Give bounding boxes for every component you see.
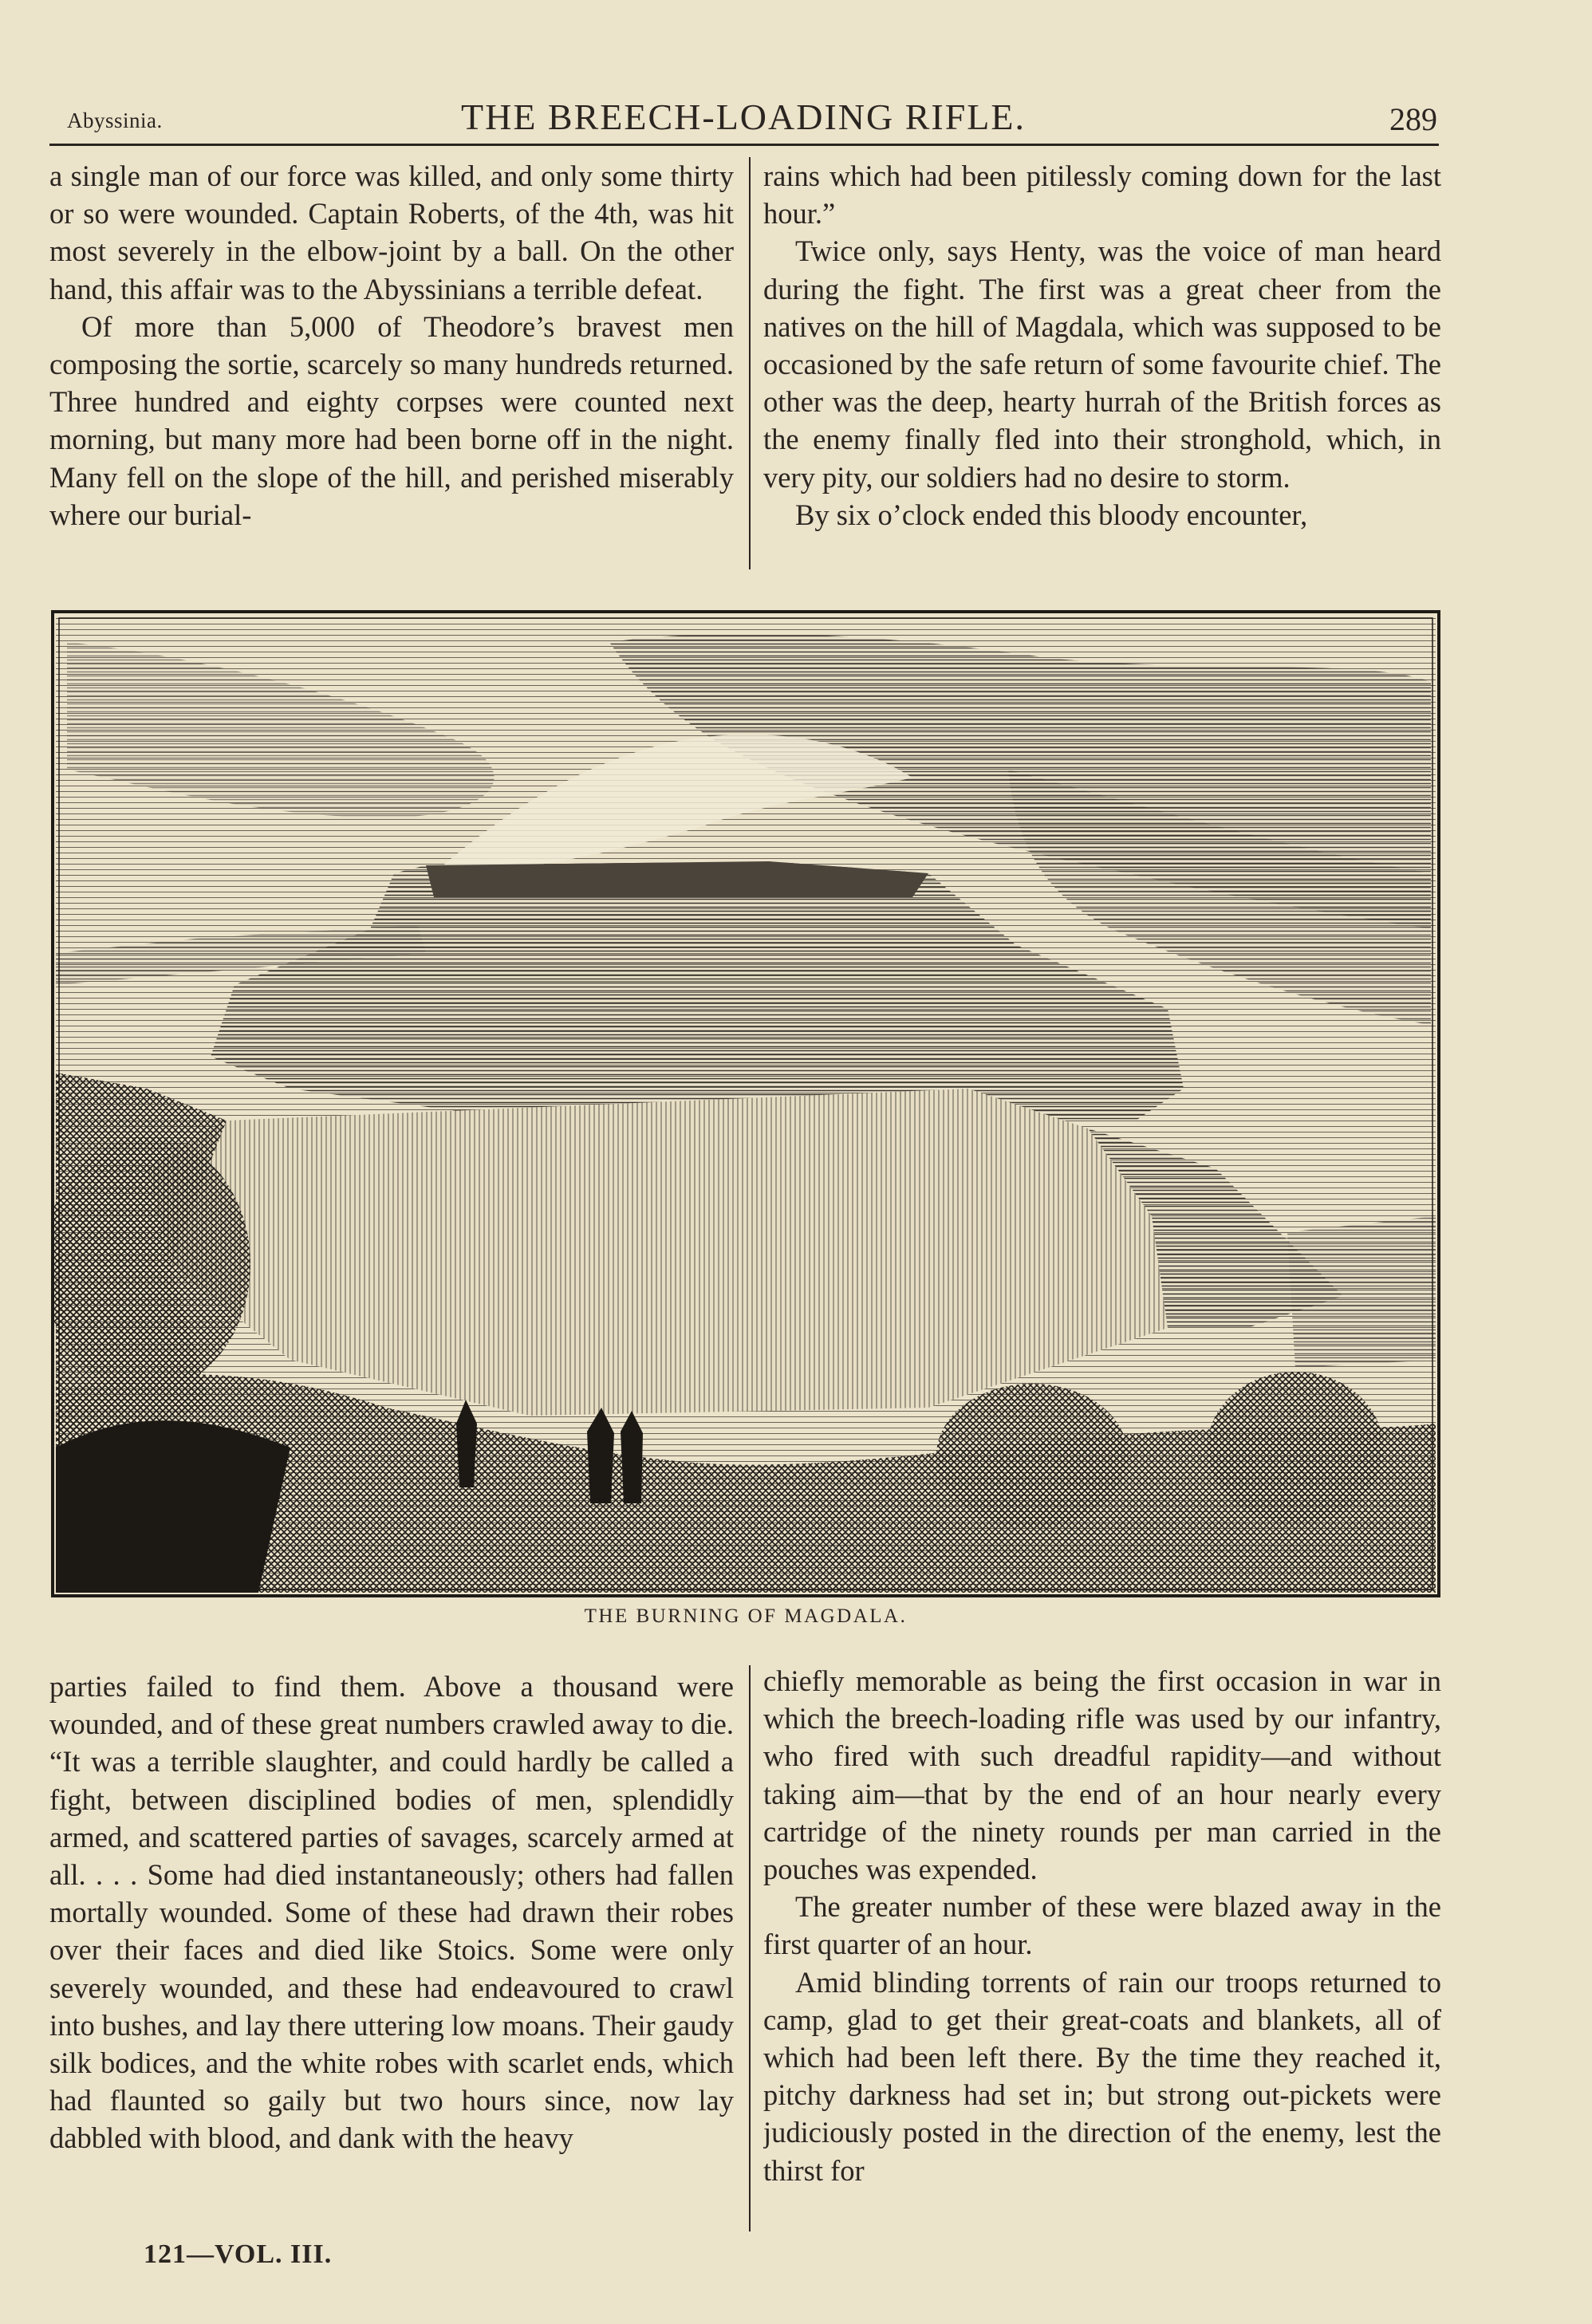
paragraph: a single man of our force was killed, and only some thirty or so were wounded. Captain Roberts, of the 4th, was hit most severely in the elbow-joint by a ball. On the other hand, this affair was to the Abyssinians a terrible defeat. bbox=[49, 160, 734, 305]
magdala-engraving bbox=[51, 610, 1440, 1597]
column-left-top bbox=[49, 157, 734, 572]
section-label: Abyssinia. bbox=[67, 108, 163, 132]
page-title: THE BREECH-LOADING RIFLE. bbox=[461, 97, 1026, 137]
paragraph: parties failed to find them. Above a thousand were wounded, and of these great numbers crawled away to die. “It was a terrible slaughter, and could hardly be called a fight, between disciplined bodies of men, splendidly armed, and scattered parties of savages, scarcely armed at all. . . . Some had died instantaneously; others had fallen mortally wounded. Some of these had drawn their robes over their faces and died like Stoics. Some were only severely wounded, and these had endeavoured to crawl into bushes, and lay there uttering low moans. Their gaudy silk bodices, and the white robes with scarlet ends, which had flaunted so gaily but two hours since, now lay dabbled with blood, and dank with the heavy bbox=[49, 1670, 734, 2155]
header-rule bbox=[49, 144, 1439, 146]
engraving-illustration bbox=[51, 610, 1440, 1597]
paragraph: By six o’clock ended this bloody encounter, bbox=[795, 498, 1308, 531]
column-divider bbox=[749, 157, 751, 569]
column-right-bottom bbox=[763, 1662, 1441, 2236]
page-number: 289 bbox=[1389, 101, 1437, 137]
paragraph: Amid blinding torrents of rain our troops returned to camp, glad to get their great-coats and blankets, all of which had been left there. By the time they reached it, pitchy darkness had set in; but strong out-pickets were judiciously posted in the direction of the enemy, lest the thirst for bbox=[763, 1965, 1441, 2187]
paragraph: The greater number of these were blazed away in the first quarter of an hour. bbox=[763, 1890, 1441, 1961]
column-left-bottom bbox=[49, 1668, 734, 2234]
paragraph: Of more than 5,000 of Theodore’s bravest men composing the sortie, scarcely so many hundreds returned. Three hundred and eighty corpses were counted next morning, but many more had been borne off in the night. Many fell on the slope of the hill, and perished miserably where our burial- bbox=[49, 309, 734, 531]
paragraph: rains which had been pitilessly coming down for the last hour.” bbox=[763, 160, 1441, 230]
paragraph: Twice only, says Henty, was the voice of man heard during the fight. The first was a great cheer from the natives on the hill of Magdala, which was supposed to be occasioned by the safe return of some favourite chief. The other was the deep, hearty hurrah of the British forces as the enemy finally fled into their stronghold, which, in very pity, our soldiers had no desire to storm. bbox=[763, 234, 1441, 494]
figure-caption: THE BURNING OF MAGDALA. bbox=[584, 1605, 908, 1627]
column-right-top bbox=[763, 157, 1441, 572]
signature-mark: 121—VOL. III. bbox=[144, 2239, 333, 2269]
paragraph: chiefly memorable as being the first occasion in war in which the breech-loading rifle was used by our infantry, who fired with such dreadful rapidity—and without taking aim—that by the end of an hour nearly every cartridge of the ninety rounds per man carried in the pouches was expended. bbox=[763, 1664, 1441, 1886]
column-divider bbox=[749, 1665, 751, 2231]
